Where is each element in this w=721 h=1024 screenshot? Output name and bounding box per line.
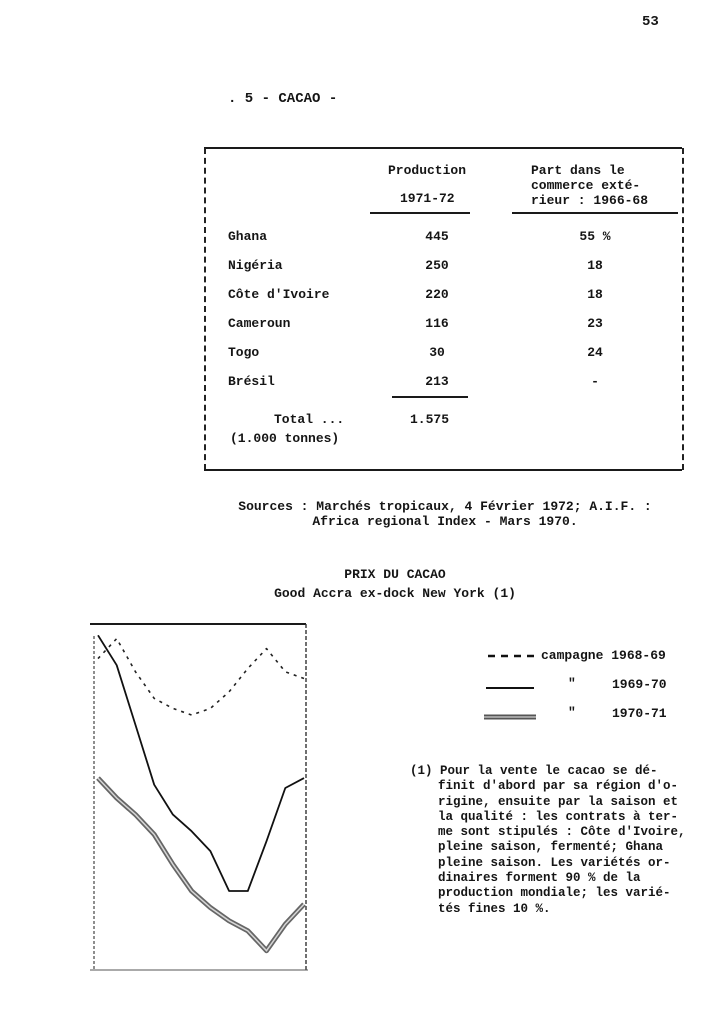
footnote-line: tés fines 10 %. <box>438 901 551 916</box>
legend-swatch-thick <box>482 712 538 722</box>
page-number: 53 <box>642 14 659 30</box>
row-production: 220 <box>425 287 449 302</box>
chart-title: PRIX DU CACAO <box>344 567 446 582</box>
chart-frame <box>90 624 308 970</box>
legend-label-1970-71: 1970-71 <box>612 706 667 721</box>
legend-label-1969-70: 1969-70 <box>612 677 667 692</box>
row-share: - <box>591 374 599 389</box>
row-production: 250 <box>425 258 449 273</box>
series-line-inner-1970-71 <box>98 778 304 951</box>
header-production-rule <box>370 212 470 214</box>
legend-swatch-solid <box>484 684 536 692</box>
row-country: Brésil <box>228 374 275 389</box>
legend-ditto-2: " <box>568 705 576 720</box>
header-share-line2: commerce exté- <box>531 178 641 193</box>
header-share-rule <box>512 212 678 214</box>
chart-subtitle: Good Accra ex-dock New York (1) <box>274 586 516 601</box>
row-production: 30 <box>429 345 445 360</box>
header-production-line2: 1971-72 <box>400 191 455 206</box>
footnote-line: dinaires forment 90 % de la <box>438 871 641 886</box>
footnote-line: production mondiale; les varié- <box>438 886 671 901</box>
header-share-line3: rieur : 1966-68 <box>531 193 649 208</box>
row-production: 445 <box>425 229 449 244</box>
chart-header <box>230 565 560 603</box>
legend-label-1968-69: campagne 1968-69 <box>541 648 666 663</box>
row-production: 213 <box>425 374 449 389</box>
row-country: Togo <box>228 345 260 360</box>
row-production: 116 <box>425 316 449 331</box>
footnote-line: pleine saison. Les variétés or- <box>438 855 671 870</box>
footnote <box>410 764 686 917</box>
total-value: 1.575 <box>410 412 450 427</box>
series-line-1970-71 <box>98 778 304 951</box>
row-share: 23 <box>587 316 603 331</box>
sources-line2: Africa regional Index - Mars 1970. <box>312 514 578 529</box>
footnote-line: la qualité : les contrats à ter- <box>438 809 679 824</box>
row-share: 18 <box>587 258 603 273</box>
row-share: 18 <box>587 287 603 302</box>
series-line-1969-70 <box>98 635 304 891</box>
unit-label: (1.000 tonnes) <box>230 431 340 446</box>
total-label: Total ... <box>274 412 345 427</box>
row-country: Nigéria <box>228 258 283 273</box>
sources <box>200 499 690 529</box>
row-share: 24 <box>587 345 603 360</box>
chart-series-group <box>98 635 304 950</box>
footnote-line: rigine, ensuite par la saison et <box>438 794 679 809</box>
legend-ditto-1: " <box>568 676 576 691</box>
row-share: 55 % <box>579 229 611 244</box>
footnote-line: (1) Pour la vente le cacao se dé- <box>410 764 658 778</box>
row-country: Ghana <box>228 229 268 244</box>
footnote-line: me sont stipulés : Côte d'Ivoire, <box>438 825 686 840</box>
header-production-line1: Production <box>388 163 467 178</box>
legend-swatch-dashed <box>486 650 538 662</box>
header-share-line1: Part dans le <box>531 163 625 178</box>
price-chart <box>86 618 314 974</box>
row-country: Cameroun <box>228 316 291 331</box>
header-share <box>531 163 648 208</box>
table-bottom-rule <box>204 469 682 471</box>
footnote-line: pleine saison, fermenté; Ghana <box>438 840 664 855</box>
total-rule <box>392 396 468 398</box>
footnote-line: finit d'abord par sa région d'o- <box>438 779 679 794</box>
row-country: Côte d'Ivoire <box>228 287 330 302</box>
sources-line1: Sources : Marchés tropicaux, 4 Février 1972; A.I.F. : <box>238 499 652 514</box>
section-title: . 5 - CACAO - <box>228 91 338 107</box>
